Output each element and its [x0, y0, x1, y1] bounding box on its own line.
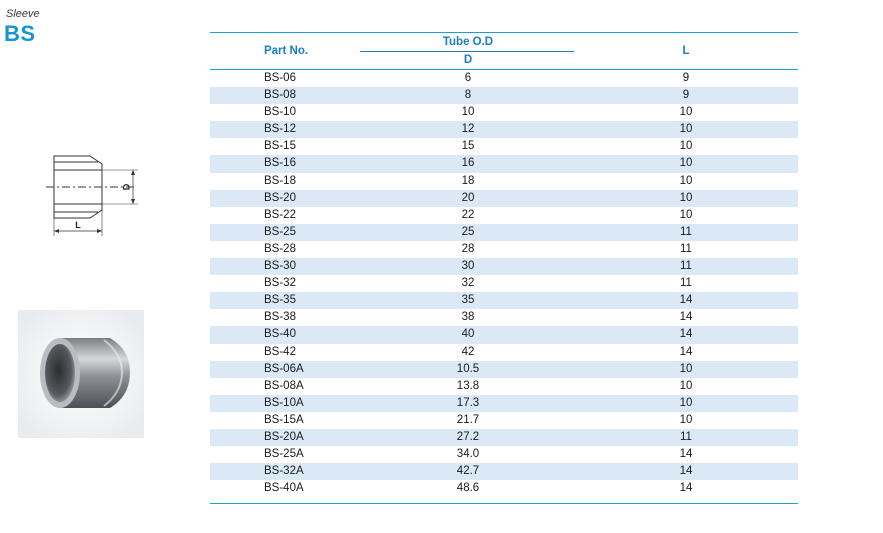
- table-row: [210, 258, 798, 275]
- table-row: [210, 241, 798, 258]
- cell-length: 14: [679, 448, 693, 461]
- cell-length: 14: [679, 311, 693, 324]
- cell-length: 11: [680, 260, 692, 273]
- cell-part-no: BS-08: [264, 89, 296, 102]
- header-divider: [360, 51, 574, 52]
- cell-length: 10: [679, 140, 693, 153]
- cell-length: 14: [679, 465, 693, 478]
- cell-tube-od: 8: [464, 89, 472, 102]
- cell-length: 10: [679, 191, 693, 204]
- cell-tube-od: 25: [461, 225, 475, 238]
- cell-tube-od: 20: [461, 191, 475, 204]
- cell-part-no: BS-42: [264, 345, 296, 358]
- cell-part-no: BS-20: [264, 191, 296, 204]
- cell-tube-od: 30: [461, 260, 475, 273]
- product-subtitle: Sleeve: [6, 8, 40, 20]
- cell-part-no: BS-38: [264, 311, 296, 324]
- table-row: [210, 309, 798, 326]
- table-row: [210, 292, 798, 309]
- cell-tube-od: 48.6: [456, 482, 480, 495]
- cell-tube-od: 27.2: [456, 430, 480, 443]
- product-code: BS: [4, 21, 36, 46]
- cell-length: 11: [680, 430, 692, 443]
- table-row: [210, 344, 798, 361]
- cell-part-no: BS-10: [264, 106, 296, 119]
- cell-tube-od: 28: [461, 242, 475, 255]
- table-row: [210, 138, 798, 155]
- cell-length: 10: [679, 362, 693, 375]
- cell-part-no: BS-12: [264, 123, 296, 136]
- cell-part-no: BS-18: [264, 174, 296, 187]
- cell-length: 10: [679, 208, 693, 221]
- cell-tube-od: 6: [464, 72, 472, 84]
- cell-length: 10: [679, 157, 693, 170]
- cell-part-no: BS-35: [264, 294, 296, 307]
- table-row: [210, 429, 798, 446]
- table-row: [210, 173, 798, 190]
- cell-tube-od: 42.7: [456, 465, 480, 478]
- cell-part-no: BS-30: [264, 260, 296, 273]
- table-row: [210, 463, 798, 480]
- dimension-d-label: D: [121, 183, 132, 191]
- cell-part-no: BS-06: [264, 72, 296, 84]
- table-row: [210, 412, 798, 429]
- cell-length: 9: [682, 72, 690, 84]
- cell-part-no: BS-32: [264, 277, 296, 290]
- cell-part-no: BS-15: [264, 140, 296, 153]
- table-row: [210, 155, 798, 172]
- cell-length: 14: [679, 294, 693, 307]
- table-row: [210, 207, 798, 224]
- cell-tube-od: 13.8: [456, 379, 480, 392]
- table-header: [210, 33, 798, 69]
- table-row: [210, 104, 798, 121]
- spec-table: [210, 32, 798, 504]
- cell-tube-od: 18: [461, 174, 475, 187]
- cell-tube-od: 32: [461, 277, 475, 290]
- sleeve-drawing: [36, 148, 146, 238]
- table-row: [210, 378, 798, 395]
- cell-tube-od: 40: [461, 328, 475, 341]
- cell-tube-od: 15: [461, 140, 475, 153]
- cell-length: 10: [679, 379, 693, 392]
- cell-tube-od: 38: [461, 311, 475, 324]
- table-row: [210, 361, 798, 378]
- cell-tube-od: 17.3: [456, 396, 480, 409]
- cell-length: 11: [680, 225, 692, 238]
- cell-part-no: BS-28: [264, 242, 296, 255]
- cell-tube-od: 10: [461, 106, 475, 119]
- cell-tube-od: 35: [461, 294, 475, 307]
- cell-part-no: BS-22: [264, 208, 296, 221]
- table-row: [210, 395, 798, 412]
- table-row: [210, 224, 798, 241]
- cell-part-no: BS-16: [264, 157, 296, 170]
- cell-part-no: BS-08A: [264, 379, 304, 392]
- header-d: D: [463, 54, 473, 66]
- table-row: [210, 87, 798, 104]
- cell-part-no: BS-40A: [264, 482, 304, 495]
- cell-part-no: BS-15A: [264, 413, 304, 426]
- cell-part-no: BS-20A: [264, 430, 304, 443]
- table-row: [210, 480, 798, 497]
- cell-tube-od: 22: [461, 208, 475, 221]
- header-part-no: Part No.: [263, 45, 309, 57]
- cell-part-no: BS-25: [264, 225, 296, 238]
- cell-length: 10: [679, 396, 693, 409]
- table-row: [210, 121, 798, 138]
- cell-length: 10: [679, 106, 693, 119]
- table-bottom-rule: [210, 503, 798, 504]
- cell-part-no: BS-40: [264, 328, 296, 341]
- cell-length: 10: [679, 413, 693, 426]
- cell-length: 14: [679, 345, 693, 358]
- cell-length: 10: [679, 174, 693, 187]
- table-body: [210, 70, 798, 497]
- table-row: [210, 275, 798, 292]
- cell-tube-od: 12: [461, 123, 475, 136]
- table-row: [210, 70, 798, 87]
- cell-length: 11: [680, 242, 692, 255]
- table-row: [210, 326, 798, 343]
- cell-tube-od: 34.0: [456, 448, 480, 461]
- cell-part-no: BS-10A: [264, 396, 304, 409]
- cell-tube-od: 10.5: [456, 362, 480, 375]
- cell-length: 14: [679, 482, 693, 495]
- header-tube-od: Tube O.D: [442, 36, 494, 48]
- cell-length: 14: [679, 328, 693, 341]
- table-row: [210, 446, 798, 463]
- cell-length: 10: [679, 123, 693, 136]
- sleeve-photo: [18, 310, 144, 438]
- cell-tube-od: 16: [461, 157, 475, 170]
- cell-length: 9: [682, 89, 690, 102]
- header-l: L: [682, 45, 690, 57]
- cell-tube-od: 42: [461, 345, 475, 358]
- cell-tube-od: 21.7: [456, 413, 480, 426]
- cell-part-no: BS-25A: [264, 448, 304, 461]
- dimension-l-label: L: [75, 220, 81, 230]
- cell-part-no: BS-32A: [264, 465, 304, 478]
- cell-part-no: BS-06A: [264, 362, 304, 375]
- table-row: [210, 190, 798, 207]
- cell-length: 11: [680, 277, 692, 290]
